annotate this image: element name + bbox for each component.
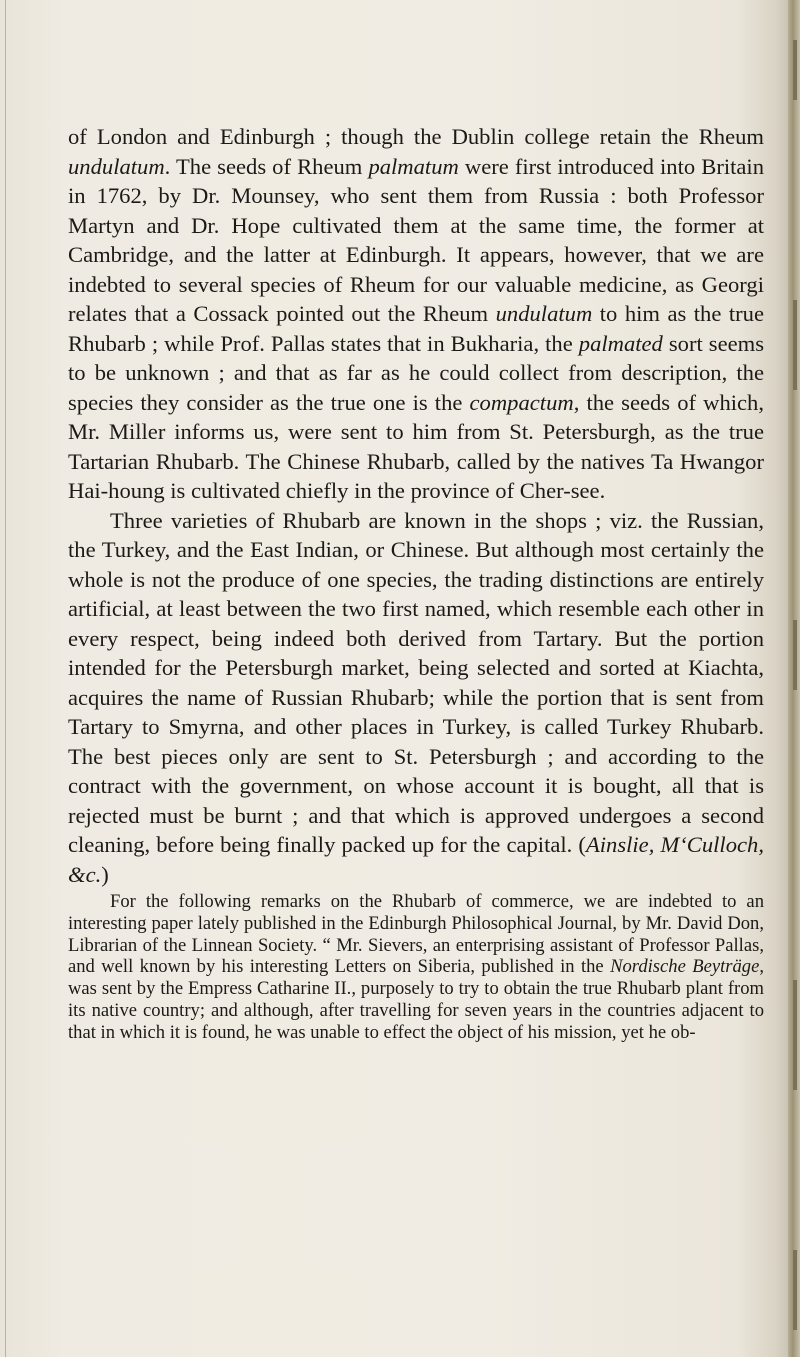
paragraph-1-text: to him as the true Rhubarb ; while Prof. Pallas states that in Bukharia, the [68, 301, 764, 356]
paragraph-1-text: sort seems to be unknown ; and that as far as he could collect from description, the species they consider as the true one is the [68, 330, 765, 415]
small-print-paragraph [68, 891, 764, 1044]
species-name: compactum [469, 389, 574, 415]
paragraph-1-text: of London and Edinburgh ; though the Dublin college retain the Rheum [68, 124, 764, 149]
species-name: undulatum [68, 153, 165, 179]
paragraph-1-text: . The seeds of Rheum [164, 153, 369, 179]
paragraph-2-close: ) [101, 861, 109, 887]
page-binding-edge [788, 0, 800, 1357]
paragraph-1-text: were first introduced into Britain in 1762, by Dr. Mounsey, who sent them from Russia : both Professor Martyn and Dr. Hope cultivated them at the same time, the former at Cambridge, and the latter at Edinburgh. It appears, however, that we are indebted to several species of Rheum for our valuable medicine, as Georgi relates that a Cossack pointed out the Rheum [68, 153, 764, 326]
paragraph-2-text: Three varieties of Rhubarb are known in the shops ; viz. the Russian, the Turkey, and the East Indian, or Chinese. But although most certainly the whole is not the produce of one species, the trading distinctions are entirely artificial, at least between the two first named, which resemble each other in every respect, being indeed both derived from Tartary. But the portion intended for the Petersburgh market, being selected and sorted at Kiachta, acquires the name of Russian Rhubarb; while the portion that is sent from Tartary to Smyrna, and other places in Turkey, is called Turkey Rhubarb. The best pieces only are sent to St. Petersburgh ; and according to the contract with the government, on whose account it is bought, all that is rejected must be burnt ; and that which is approved undergoes a second cleaning, before being finally packed up for the capital. ( [68, 507, 764, 857]
binding-mark [793, 620, 797, 690]
species-name: undulatum [495, 301, 593, 326]
journal-title: Nordische Beyträge [610, 956, 760, 978]
body-paragraph-1 [68, 122, 764, 506]
species-name: palmatum [368, 153, 459, 179]
binding-mark [793, 300, 797, 390]
page-text-block [68, 122, 764, 1044]
note-text: For the following remarks on the Rhubarb of commerce, we are indebted to an interesting paper lately published in the Edinburgh Philosophical Journal, by Mr. David Don, Librarian of the Linnean Society. “ Mr. Sievers, an enterprising assistant of Professor Pallas, and well known by his interesting Letters on Siberia, published in the [68, 891, 764, 978]
paragraph-1-text: , the seeds of which, Mr. Miller informs us, were sent to him from St. Petersburgh, as the true Tartarian Rhubarb. The Chinese Rhubarb, called by the natives Ta Hwangor Hai-houng is cultivated chiefly in the province of Cher-see. [68, 389, 765, 503]
page-left-rule [5, 0, 6, 1357]
binding-mark [793, 40, 797, 100]
body-paragraph-2 [68, 506, 764, 890]
citation: Ainslie, M‘Culloch, &c. [68, 832, 764, 887]
binding-mark [793, 1250, 797, 1330]
binding-mark [793, 980, 797, 1090]
species-name: palmated [578, 330, 663, 356]
note-text: , was sent by the Empress Catharine II., purposely to try to obtain the true Rhubarb plant from its native country; and although, after travelling for seven years in the countries adjacent to that in which it is found, he was unable to effect the object of his mission, yet he ob- [68, 956, 764, 1043]
